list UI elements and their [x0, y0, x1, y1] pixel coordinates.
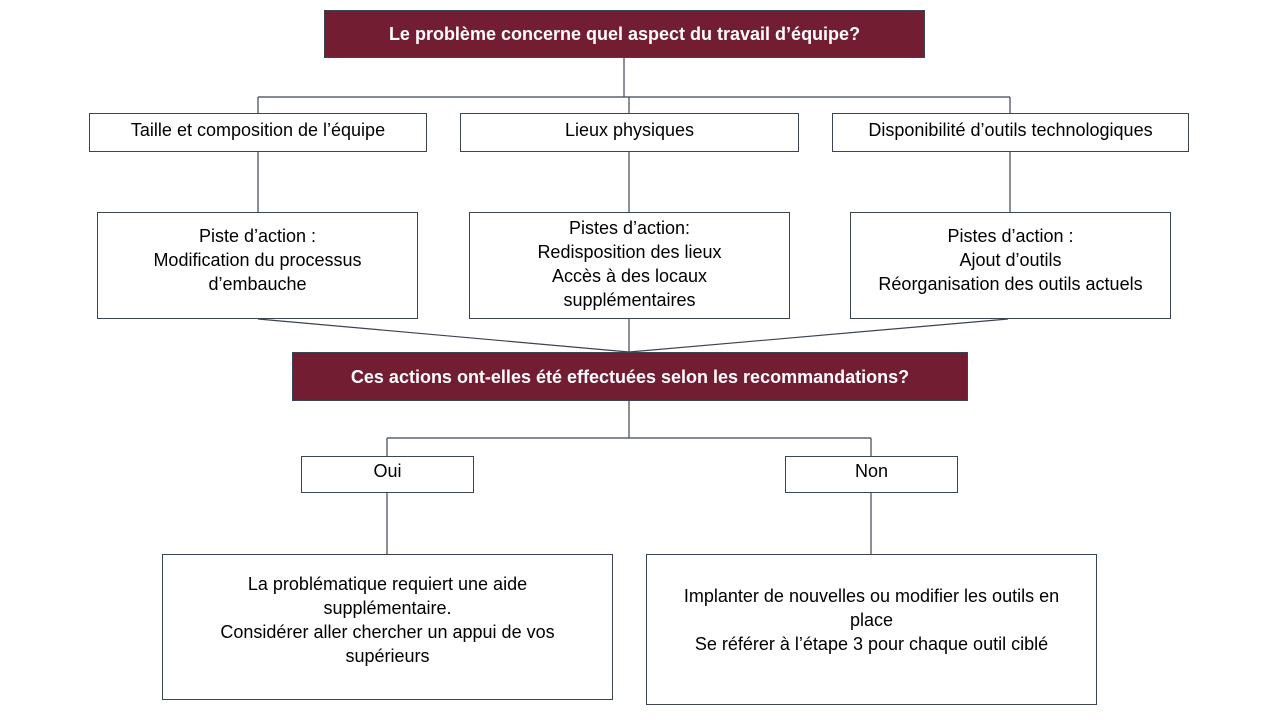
category-physical-locations-label: Lieux physiques — [564, 120, 695, 140]
actions-physical-locations — [469, 212, 790, 319]
category-physical-locations — [460, 113, 799, 152]
connector-actions3-q2 — [629, 319, 1008, 352]
actions-team-size-text: Piste d’action : Modification du processus d’embauche — [153, 225, 362, 294]
answer-non-label: Non — [854, 461, 889, 481]
answer-oui — [301, 456, 474, 493]
outcome-oui-text: La problématique requiert une aide supplémentaire. Considérer aller chercher un appui de vos supérieurs — [220, 574, 555, 666]
question-team-aspect — [324, 10, 925, 58]
question-actions-done-text: Ces actions ont-elles été effectuées selon les recommandations? — [350, 366, 910, 387]
actions-tech-tools-text: Pistes d’action : Ajout d’outils Réorganisation des outils actuels — [878, 225, 1143, 294]
outcome-non-text: Implanter de nouvelles ou modifier les outils en place Se référer à l’étape 3 pour chaque outil ciblé — [683, 585, 1060, 654]
actions-physical-locations-text: Pistes d’action: Redisposition des lieux Accès à des locaux supplémentaires — [537, 217, 722, 310]
actions-team-size — [97, 212, 418, 319]
question-actions-done — [292, 352, 968, 401]
answer-oui-label: Oui — [373, 461, 402, 481]
category-tech-tools-label: Disponibilité d’outils technologiques — [868, 120, 1153, 140]
answer-non — [785, 456, 958, 493]
category-team-size — [89, 113, 427, 152]
connector-actions1-q2 — [258, 319, 629, 352]
category-tech-tools — [832, 113, 1189, 152]
outcome-oui — [162, 554, 613, 700]
category-team-size-label: Taille et composition de l’équipe — [130, 120, 386, 140]
outcome-non — [646, 554, 1097, 705]
actions-tech-tools — [850, 212, 1171, 319]
question-team-aspect-text: Le problème concerne quel aspect du travail d’équipe? — [388, 24, 861, 44]
